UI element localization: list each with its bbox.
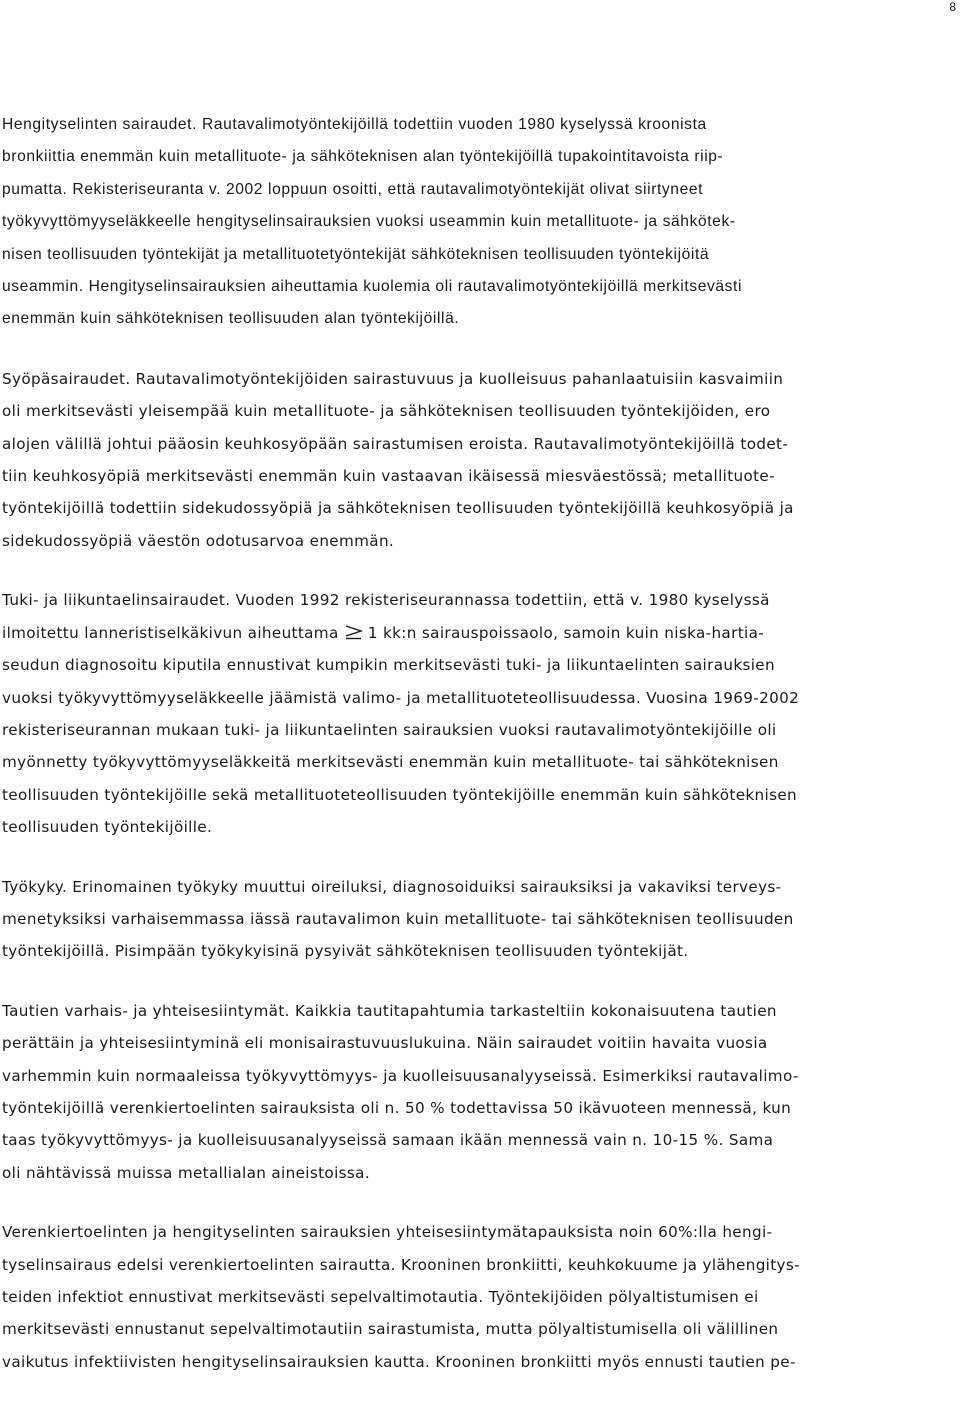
text-line: työntekijöillä. Pisimpään työkykyisinä pysyivät sähköteknisen teollisuuden työntekijät. [2,942,689,961]
text-line: Tautien varhais- ja yhteisesiintymät. Kaikkia tautitapahtumia tarkasteltiin kokonaisuutena tautien [2,1001,777,1020]
text-line: Työkyky. Erinomainen työkyky muuttui oireiluksi, diagnosoiduiksi sairauksiksi ja vakaviksi terveys- [2,877,782,896]
text-line: työntekijöillä todettiin sidekudossyöpiä ja sähköteknisen teollisuuden työntekijöillä keuhkosyöpiä ja [2,499,794,518]
text-line: merkitsevästi ennustanut sepelvaltimotautiin sairastumista, mutta pölyaltistumisella oli välillinen [2,1320,779,1339]
text-line: rekisteriseurannan mukaan tuki- ja liikuntaelinten sairauksien vuoksi rautavalimotyöntekijöille oli [2,720,777,739]
text-line: tyselinsairaus edelsi verenkiertoelinten sairautta. Krooninen bronkiitti, keuhkokuume ja ylähengitys- [2,1255,800,1274]
greater-or-equal-symbol [344,624,366,640]
paragraph-spacer [2,1189,916,1216]
text-line: menetyksiksi varhaisemmassa iässä rautavalimon kuin metallituote- tai sähköteknisen teollisuuden [2,909,794,928]
text-line: enemmän kuin sähköteknisen teollisuuden alan työntekijöillä. [2,310,460,328]
text-line: nisen teollisuuden työntekijät ja metallituotetyöntekijät sähköteknisen teollisuuden työntekijöitä [2,245,710,263]
text-line: Syöpäsairaudet. Rautavalimotyöntekijöiden sairastuvuus ja kuolleisuus pahanlaatuisiin kasvaimiin [2,369,784,388]
text-line: alojen välillä johtui pääosin keuhkosyöpään sairastumisen eroista. Rautavalimotyöntekijöillä todet- [2,434,789,453]
text-line: vuoksi työkyvyttömyyseläkkeelle jäämistä valimo- ja metallituoteteollisuudessa. Vuosina 1969-2002 [2,688,800,707]
paragraph-spacer [2,557,916,584]
text-segment: ilmoitettu lanneristiselkäkivun aiheuttama [2,623,339,642]
text-line: useammin. Hengityselinsairauksien aiheuttamia kuolemia oli rautavalimotyöntekijöillä merkitsevästi [2,278,743,296]
text-line: varhemmin kuin normaaleissa työkyvyttömyys- ja kuolleisuusanalyyseissä. Esimerkiksi rautavalimo- [2,1066,799,1085]
page-number: 8 [949,0,956,14]
text-line: bronkiittia enemmän kuin metallituote- ja sähköteknisen alan työntekijöillä tupakointitavoista riip- [2,148,724,166]
text-line: teollisuuden työntekijöille. [2,818,213,837]
paragraph-spacer [2,844,916,871]
text-line: myönnetty työkyvyttömyyseläkkeitä merkitsevästi enemmän kuin metallituote- tai sähköteknisen [2,753,779,772]
text-line: sidekudossyöpiä väestön odotusarvoa enemmän. [2,531,395,550]
text-line: pumatta. Rekisteriseuranta v. 2002 loppuun osoitti, että rautavalimotyöntekijät olivat siirtyneet [2,180,704,198]
paragraph-tyokyky [2,871,916,968]
text-line: oli nähtävissä muissa metallialan aineistoissa. [2,1163,370,1182]
paragraph-tuki-ja-liikuntaelinsairaudet [2,584,916,843]
paragraph-syopasairaudet [2,363,916,557]
paragraph-hengityselinten-sairaudet [2,109,916,336]
text-line: työkyvyttömyyseläkkeelle hengityselinsairauksien vuoksi useammin kuin metallituote- ja sähkötek- [2,213,736,231]
text-line: Hengityselinten sairaudet. Rautavalimotyöntekijöillä todettiin vuoden 1980 kyselyssä kroonista [2,116,707,133]
text-line: perättäin ja yhteisesiintyminä eli monisairastuvuuslukuina. Näin sairaudet voitiin havaita vuosia [2,1034,768,1053]
paragraph-spacer [2,336,916,363]
text-line: Tuki- ja liikuntaelinsairaudet. Vuoden 1992 rekisteriseurannassa todettiin, että v. 1980 kyselyssä [2,591,770,610]
paragraph-tautien-varhais-ja-yhteisesiintymat [2,995,916,1189]
text-line: taas työkyvyttömyys- ja kuolleisuusanalyyseissä samaan ikään mennessä vain n. 10-15 %. Sama [2,1131,774,1150]
text-line: seudun diagnosoitu kiputila ennustivat kumpikin merkitsevästi tuki- ja liikuntaelinten sairauksien [2,656,775,675]
text-line: teiden infektiot ennustivat merkitsevästi sepelvaltimotautia. Työntekijöiden pölyaltistumisen ei [2,1288,759,1306]
paragraph-spacer [2,968,916,995]
document-body [2,109,916,1378]
text-line [2,617,916,649]
text-line: teollisuuden työntekijöille sekä metallituoteteollisuuden työntekijöille enemmän kuin sähköteknisen [2,785,798,804]
text-segment: 1 kk:n sairauspoissaolo, samoin kuin niska-hartia- [367,623,765,642]
paragraph-verenkiertoelinten [2,1216,916,1378]
text-line: oli merkitsevästi yleisempää kuin metallituote- ja sähköteknisen teollisuuden työntekijöiden, ero [2,402,771,421]
text-line: vaikutus infektiivisten hengityselinsairauksien kautta. Krooninen bronkiitti myös ennusti tautien pe- [2,1352,796,1371]
text-line: työntekijöillä verenkiertoelinten sairauksista oli n. 50 % todettavissa 50 ikävuoteen mennessä, kun [2,1098,792,1117]
text-line: tiin keuhkosyöpiä merkitsevästi enemmän kuin vastaavan ikäisessä miesväestössä; metallituote- [2,467,775,486]
text-line: Verenkiertoelinten ja hengityselinten sairauksien yhteisesiintymätapauksista noin 60%:lla hengi- [2,1223,773,1242]
